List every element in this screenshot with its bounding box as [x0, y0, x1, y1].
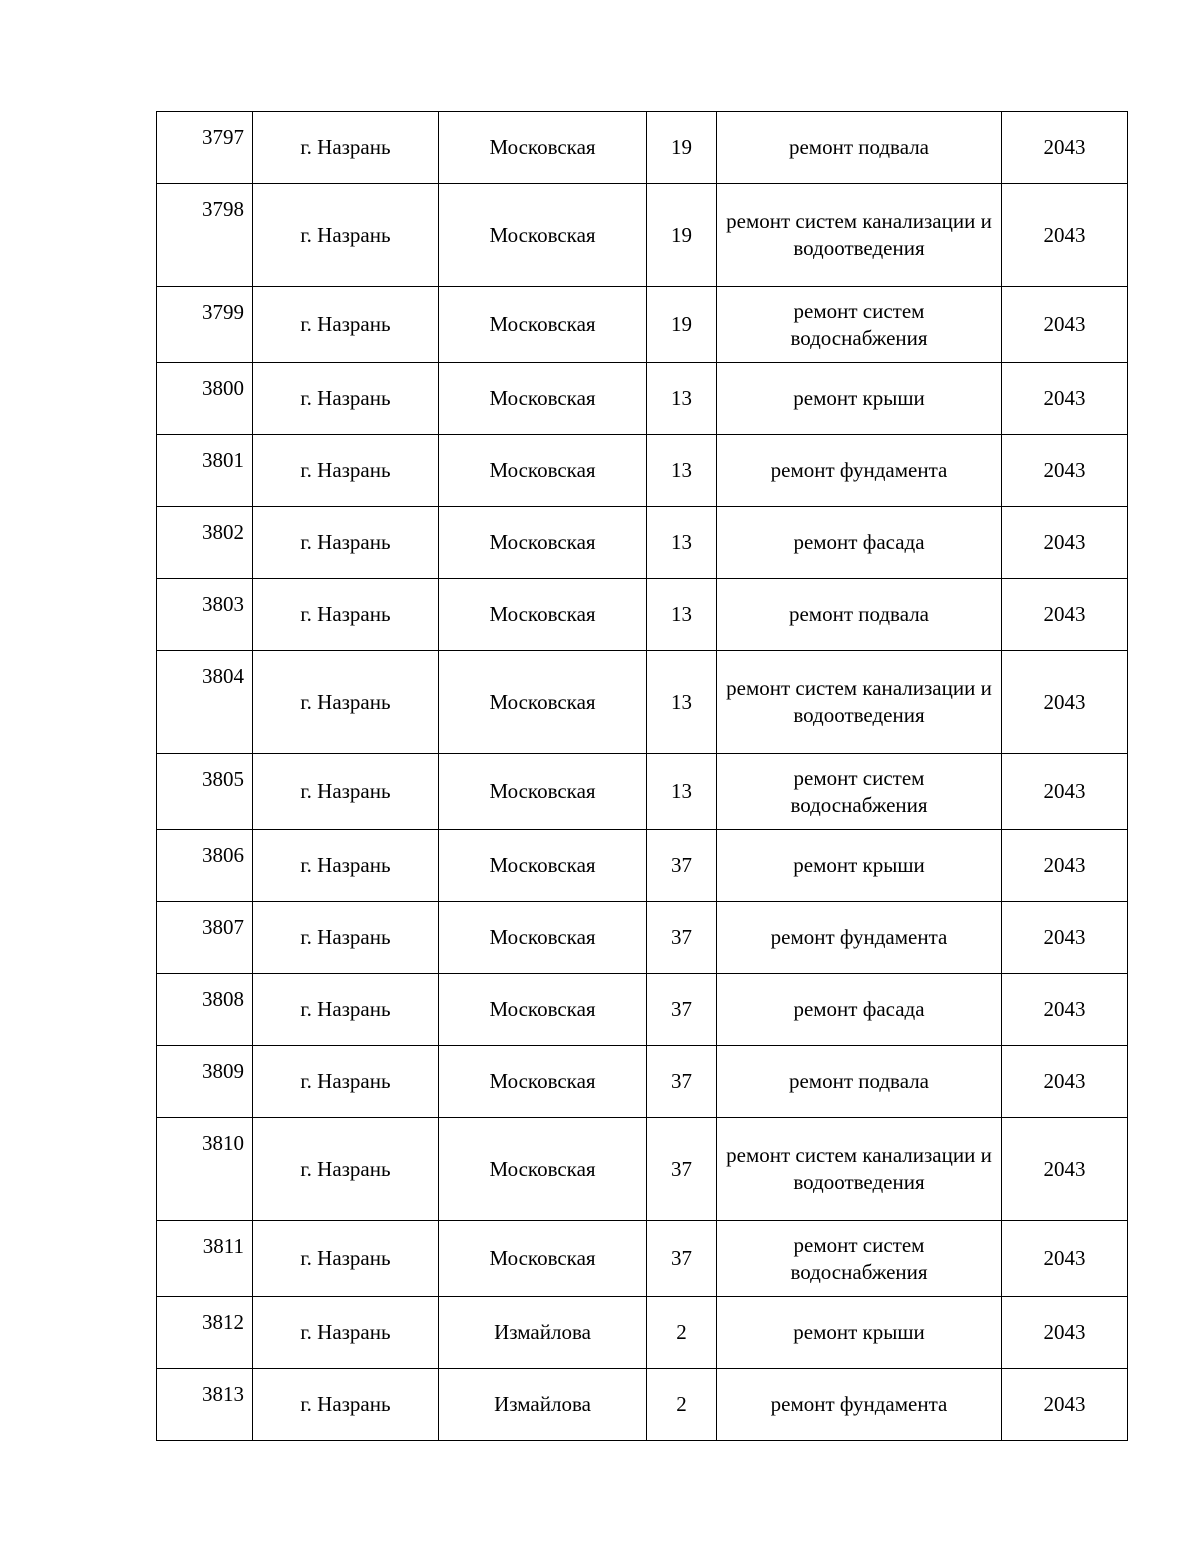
work-type-cell: ремонт фасада	[717, 507, 1002, 579]
house-cell: 2	[647, 1369, 717, 1441]
house-cell: 13	[647, 651, 717, 754]
year-cell: 2043	[1002, 1297, 1128, 1369]
table-row	[157, 1118, 1128, 1221]
table-row	[157, 1369, 1128, 1441]
row-number: 3812	[157, 1297, 253, 1369]
table-row	[157, 435, 1128, 507]
city-cell: г. Назрань	[253, 507, 439, 579]
table-row	[157, 363, 1128, 435]
city-cell: г. Назрань	[253, 184, 439, 287]
table-row	[157, 754, 1128, 830]
year-cell: 2043	[1002, 184, 1128, 287]
street-cell: Московская	[439, 287, 647, 363]
work-type-cell: ремонт систем водоснабжения	[717, 754, 1002, 830]
table-row	[157, 184, 1128, 287]
row-number: 3811	[157, 1221, 253, 1297]
street-cell: Московская	[439, 184, 647, 287]
city-cell: г. Назрань	[253, 651, 439, 754]
row-number: 3805	[157, 754, 253, 830]
row-number: 3798	[157, 184, 253, 287]
row-number: 3813	[157, 1369, 253, 1441]
work-type-cell: ремонт подвала	[717, 1046, 1002, 1118]
city-cell: г. Назрань	[253, 1369, 439, 1441]
year-cell: 2043	[1002, 1046, 1128, 1118]
year-cell: 2043	[1002, 363, 1128, 435]
city-cell: г. Назрань	[253, 579, 439, 651]
city-cell: г. Назрань	[253, 1297, 439, 1369]
street-cell: Московская	[439, 1118, 647, 1221]
year-cell: 2043	[1002, 754, 1128, 830]
row-number: 3803	[157, 579, 253, 651]
house-cell: 37	[647, 830, 717, 902]
year-cell: 2043	[1002, 435, 1128, 507]
house-cell: 19	[647, 287, 717, 363]
row-number: 3809	[157, 1046, 253, 1118]
work-type-cell: ремонт фундамента	[717, 435, 1002, 507]
house-cell: 19	[647, 184, 717, 287]
table-row	[157, 830, 1128, 902]
street-cell: Московская	[439, 112, 647, 184]
street-cell: Измайлова	[439, 1297, 647, 1369]
work-type-cell: ремонт систем канализации и водоотведения	[717, 651, 1002, 754]
street-cell: Московская	[439, 435, 647, 507]
city-cell: г. Назрань	[253, 974, 439, 1046]
street-cell: Московская	[439, 579, 647, 651]
row-number: 3810	[157, 1118, 253, 1221]
city-cell: г. Назрань	[253, 902, 439, 974]
house-cell: 13	[647, 435, 717, 507]
work-type-cell: ремонт систем канализации и водоотведения	[717, 184, 1002, 287]
row-number: 3800	[157, 363, 253, 435]
house-cell: 37	[647, 902, 717, 974]
table-row	[157, 902, 1128, 974]
house-cell: 2	[647, 1297, 717, 1369]
work-type-cell: ремонт крыши	[717, 1297, 1002, 1369]
table-row	[157, 1046, 1128, 1118]
city-cell: г. Назрань	[253, 112, 439, 184]
year-cell: 2043	[1002, 1118, 1128, 1221]
work-type-cell: ремонт систем водоснабжения	[717, 1221, 1002, 1297]
year-cell: 2043	[1002, 651, 1128, 754]
row-number: 3799	[157, 287, 253, 363]
work-type-cell: ремонт крыши	[717, 830, 1002, 902]
row-number: 3807	[157, 902, 253, 974]
work-type-cell: ремонт подвала	[717, 579, 1002, 651]
city-cell: г. Назрань	[253, 287, 439, 363]
city-cell: г. Назрань	[253, 754, 439, 830]
house-cell: 37	[647, 1118, 717, 1221]
year-cell: 2043	[1002, 830, 1128, 902]
row-number: 3797	[157, 112, 253, 184]
house-cell: 37	[647, 1046, 717, 1118]
work-type-cell: ремонт систем канализации и водоотведения	[717, 1118, 1002, 1221]
city-cell: г. Назрань	[253, 1221, 439, 1297]
year-cell: 2043	[1002, 287, 1128, 363]
street-cell: Московская	[439, 363, 647, 435]
row-number: 3802	[157, 507, 253, 579]
table-row	[157, 651, 1128, 754]
house-cell: 37	[647, 974, 717, 1046]
year-cell: 2043	[1002, 507, 1128, 579]
work-type-cell: ремонт систем водоснабжения	[717, 287, 1002, 363]
work-type-cell: ремонт фундамента	[717, 902, 1002, 974]
table-row	[157, 112, 1128, 184]
table-row	[157, 507, 1128, 579]
row-number: 3804	[157, 651, 253, 754]
row-number: 3801	[157, 435, 253, 507]
repair-schedule-table	[156, 111, 1128, 1441]
street-cell: Московская	[439, 651, 647, 754]
year-cell: 2043	[1002, 974, 1128, 1046]
city-cell: г. Назрань	[253, 1118, 439, 1221]
street-cell: Измайлова	[439, 1369, 647, 1441]
year-cell: 2043	[1002, 1221, 1128, 1297]
table-row	[157, 579, 1128, 651]
house-cell: 13	[647, 363, 717, 435]
house-cell: 37	[647, 1221, 717, 1297]
table-row	[157, 287, 1128, 363]
street-cell: Московская	[439, 830, 647, 902]
street-cell: Московская	[439, 754, 647, 830]
house-cell: 19	[647, 112, 717, 184]
house-cell: 13	[647, 754, 717, 830]
row-number: 3806	[157, 830, 253, 902]
work-type-cell: ремонт фундамента	[717, 1369, 1002, 1441]
house-cell: 13	[647, 579, 717, 651]
house-cell: 13	[647, 507, 717, 579]
street-cell: Московская	[439, 507, 647, 579]
city-cell: г. Назрань	[253, 363, 439, 435]
city-cell: г. Назрань	[253, 435, 439, 507]
year-cell: 2043	[1002, 902, 1128, 974]
street-cell: Московская	[439, 974, 647, 1046]
table-row	[157, 974, 1128, 1046]
street-cell: Московская	[439, 902, 647, 974]
work-type-cell: ремонт крыши	[717, 363, 1002, 435]
year-cell: 2043	[1002, 1369, 1128, 1441]
table-row	[157, 1297, 1128, 1369]
table-row	[157, 1221, 1128, 1297]
work-type-cell: ремонт подвала	[717, 112, 1002, 184]
year-cell: 2043	[1002, 579, 1128, 651]
city-cell: г. Назрань	[253, 830, 439, 902]
city-cell: г. Назрань	[253, 1046, 439, 1118]
work-type-cell: ремонт фасада	[717, 974, 1002, 1046]
row-number: 3808	[157, 974, 253, 1046]
street-cell: Московская	[439, 1046, 647, 1118]
street-cell: Московская	[439, 1221, 647, 1297]
year-cell: 2043	[1002, 112, 1128, 184]
